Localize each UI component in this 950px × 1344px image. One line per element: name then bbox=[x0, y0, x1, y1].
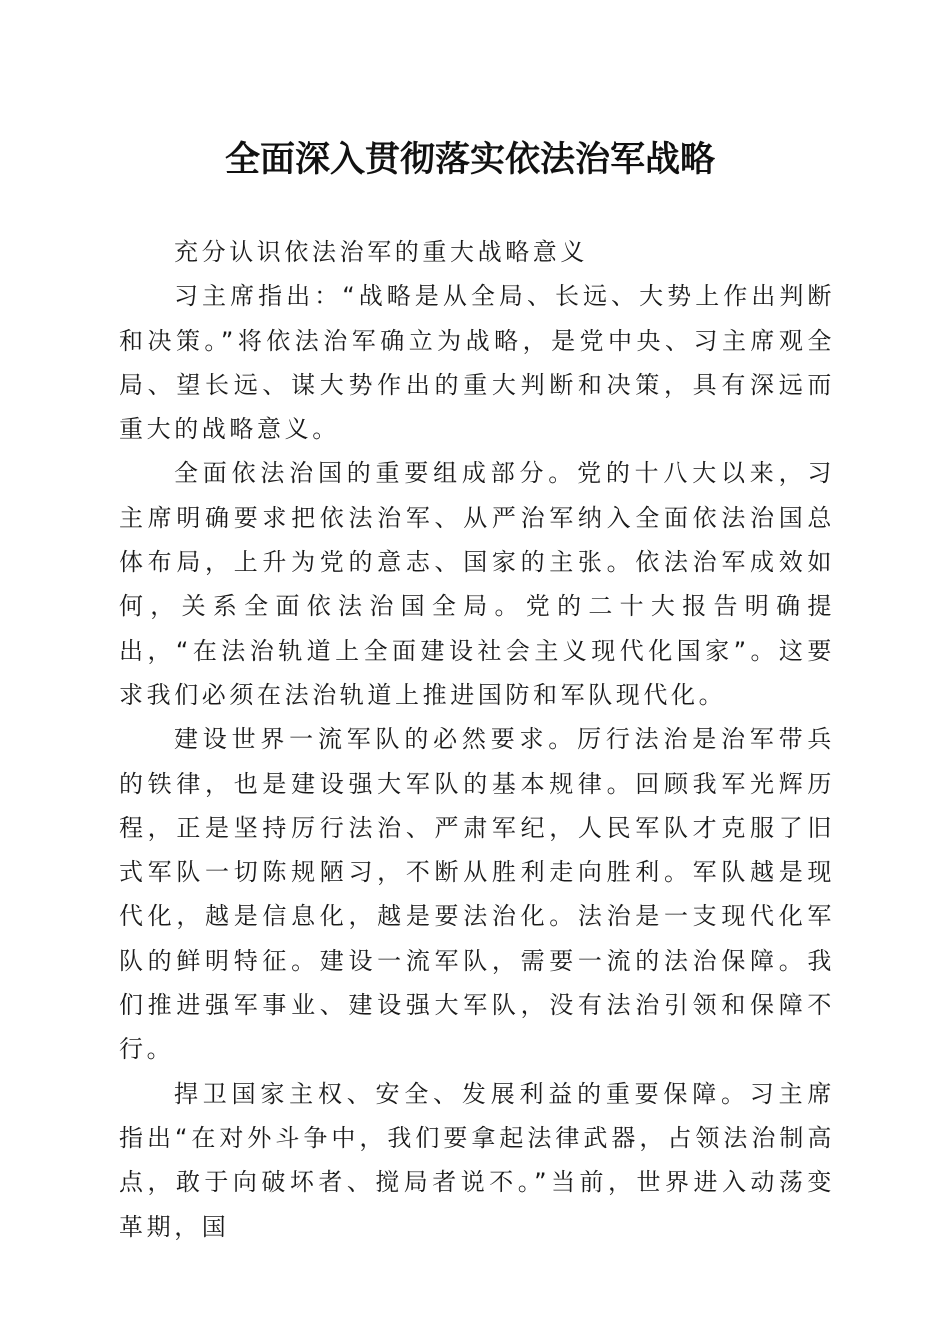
document-title: 全面深入贯彻落实依法治军战略 bbox=[224, 139, 715, 180]
paragraph: 建设世界一流军队的必然要求。厉行法治是治军带兵的铁律，也是建设强大军队的基本规律。回顾我军光辉历程，正是坚持厉行法治、严肃军纪，人民军队才克服了旧式军队一切陈规陋习，不断从胜利走向胜利。军队越是现代化，越是信息化，越是要法治化。法治是一支现代化军队的鲜明特征。建设一流军队，需要一流的法治保障。我们推进强军事业、建设强大军队，没有法治引领和保障不行。 bbox=[119, 725, 835, 1064]
paragraph: 全面依法治国的重要组成部分。党的十八大以来，习主席明确要求把依法治军、从严治军纳入全面依法治国总体布局，上升为党的意志、国家的主张。依法治军成效如何，关系全面依法治国全局。党的二十大报告明确提出，“在法治轨道上全面建设社会主义现代化国家”。这要求我们必须在法治轨道上推进国防和军队现代化。 bbox=[119, 459, 835, 709]
paragraph: 习主席指出：“战略是从全局、长远、大势上作出判断和决策。”将依法治军确立为战略，是党中央、习主席观全局、望长远、谋大势作出的重大判断和决策，具有深远而重大的战略意义。 bbox=[119, 282, 835, 444]
document-body bbox=[119, 230, 835, 1249]
paragraph: 捍卫国家主权、安全、发展利益的重要保障。习主席指出“在对外斗争中，我们要拿起法律武器，占领法治制高点，敢于向破坏者、搅局者说不。”当前，世界进入动荡变革期，国 bbox=[119, 1079, 835, 1241]
paragraph-section-heading: 充分认识依法治军的重大战略意义 bbox=[174, 238, 588, 266]
